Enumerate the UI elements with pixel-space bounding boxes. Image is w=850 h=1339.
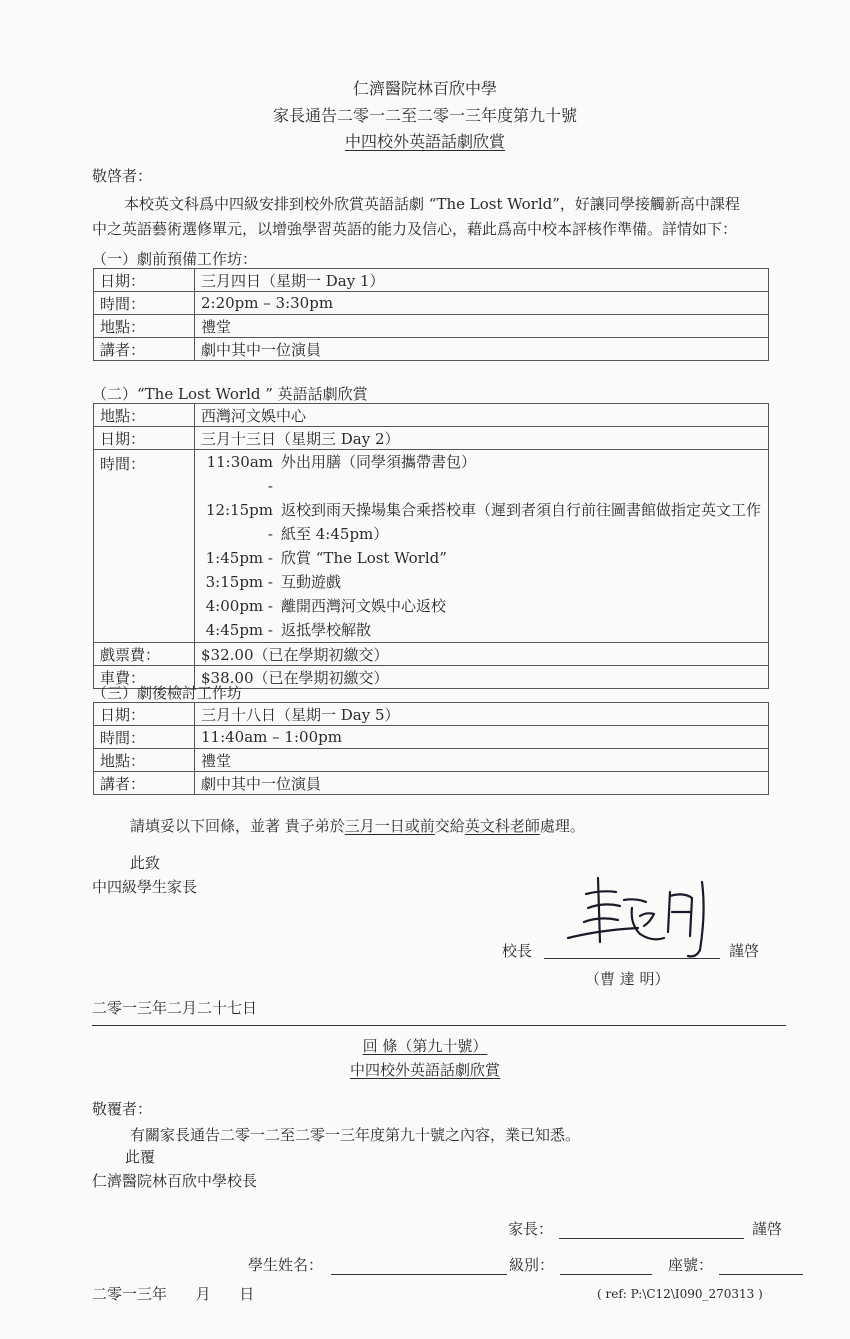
instruction-part5: 處理。 — [539, 817, 585, 835]
schedule-time: 12:15pm - — [205, 501, 273, 543]
table-label: 車費： — [94, 666, 195, 689]
reply-date-line: 二零一三年 月 日 — [92, 1285, 255, 1303]
intro-line-1: 本校英文科爲中四級安排到校外欣賞英語話劇 “The Lost World”，好讓同學接觸新高中課程 — [124, 195, 740, 213]
instruction-deadline: 三月一日或前 — [344, 817, 435, 835]
table-row — [94, 749, 769, 772]
notice-subject — [0, 129, 850, 152]
table-row — [94, 772, 769, 795]
table-label: 地點： — [94, 315, 195, 338]
table-label: 日期： — [94, 269, 195, 292]
schedule-item — [201, 594, 762, 618]
reply-title — [0, 1035, 850, 1056]
table-label: 地點： — [94, 749, 195, 772]
reference-code: ( ref: P:\C12\I090_270313 ) — [597, 1287, 763, 1301]
table-value: 三月十八日（星期一 Day 5） — [195, 703, 769, 726]
section1-table — [93, 268, 769, 361]
section3-title: （三）劇後檢討工作坊 — [92, 684, 243, 702]
reply-addressee: 仁濟醫院林百欣中學校長 — [92, 1172, 258, 1190]
table-label: 日期： — [94, 703, 195, 726]
schedule-item — [201, 546, 762, 570]
schedule-item — [201, 498, 762, 546]
table-label: 時間： — [94, 292, 195, 315]
schedule-desc: 返抵學校解散 — [281, 621, 372, 639]
principal-name: （曹 達 明） — [585, 970, 670, 988]
table-row — [94, 703, 769, 726]
intro-paragraph — [92, 192, 792, 242]
closing: 此致 — [130, 854, 161, 872]
schedule-desc: 返校到雨天操場集合乘搭校車（遲到者須自行前往圖書館做指定英文工作紙至 4:45pm） — [281, 501, 762, 543]
parent-label: 家長： — [508, 1220, 554, 1238]
reply-salutation: 敬覆者： — [92, 1100, 153, 1118]
table-label: 時間： — [94, 450, 195, 643]
reply-closing: 此覆 — [125, 1148, 156, 1166]
table-label: 日期： — [94, 427, 195, 450]
schedule-desc: 外出用膳（同學須攜帶書包） — [281, 453, 477, 471]
reply-subject — [0, 1059, 850, 1080]
class-label: 級別： — [509, 1256, 555, 1274]
parent-signature-field[interactable] — [559, 1220, 744, 1239]
instruction — [130, 815, 585, 836]
notice-date: 二零一三年二月二十七日 — [92, 999, 258, 1017]
schedule-time: 3:15pm - — [205, 573, 273, 591]
table-row — [94, 315, 769, 338]
table-value: 三月四日（星期一 Day 1） — [195, 269, 769, 292]
parent-respect: 謹啓 — [752, 1220, 783, 1238]
schedule-time: 4:45pm - — [205, 621, 273, 639]
schedule-time: 4:00pm - — [205, 597, 273, 615]
schedule-desc: 欣賞 “The Lost World” — [281, 549, 447, 567]
seat-label: 座號： — [668, 1256, 714, 1274]
notice-subject-text: 中四校外英語話劇欣賞 — [344, 132, 505, 151]
table-value: 三月十三日（星期三 Day 2） — [195, 427, 769, 450]
cut-line — [92, 1025, 786, 1026]
section2-table — [93, 403, 769, 689]
table-row — [94, 643, 769, 666]
reply-body: 有關家長通告二零一二至二零一三年度第九十號之內容，業已知悉。 — [130, 1126, 581, 1144]
table-value: $32.00（已在學期初繳交） — [195, 643, 769, 666]
schedule-cell — [195, 450, 769, 643]
class-field[interactable] — [560, 1256, 652, 1275]
section1-title: （一）劇前預備工作坊： — [92, 250, 258, 268]
instruction-teacher: 英文科老師 — [464, 817, 540, 835]
table-value: 西灣河文娛中心 — [195, 404, 769, 427]
table-value: $38.00（已在學期初繳交） — [195, 666, 769, 689]
table-row — [94, 404, 769, 427]
table-label: 時間： — [94, 726, 195, 749]
schedule-desc: 互動遊戲 — [281, 573, 342, 591]
table-value: 劇中其中一位演員 — [195, 338, 769, 361]
table-value: 禮堂 — [195, 749, 769, 772]
reply-subject-text: 中四校外英語話劇欣賞 — [349, 1061, 500, 1079]
instruction-part3: 交給 — [434, 817, 465, 835]
table-value: 禮堂 — [195, 315, 769, 338]
schedule-item — [201, 618, 762, 642]
salutation: 敬啓者： — [92, 167, 153, 185]
parent-signature-row — [508, 1218, 782, 1239]
section2-title: （二）“The Lost World ” 英語話劇欣賞 — [92, 385, 368, 403]
student-info-row — [248, 1254, 803, 1275]
table-label: 地點： — [94, 404, 195, 427]
addressee: 中四級學生家長 — [92, 878, 198, 896]
student-name-field[interactable] — [331, 1256, 507, 1275]
intro-line-2: 中之英語藝術選修單元，以增強學習英語的能力及信心，藉此爲高中校本評核作準備。詳情如下： — [92, 220, 738, 238]
table-label: 戲票費： — [94, 643, 195, 666]
schedule-item — [201, 570, 762, 594]
schedule-item — [201, 450, 762, 498]
table-label: 講者： — [94, 338, 195, 361]
school-name: 仁濟醫院林百欣中學 — [352, 79, 497, 98]
principal-label: 校長 — [502, 942, 533, 960]
table-row — [94, 269, 769, 292]
schedule-time: 11:30am - — [206, 453, 273, 495]
student-name-label: 學生姓名： — [248, 1256, 324, 1274]
principal-respect: 謹啓 — [729, 942, 760, 960]
notice-number: 家長通告二零一二至二零一三年度第九十號 — [272, 106, 577, 125]
schedule-desc: 離開西灣河文娛中心返校 — [281, 597, 447, 615]
seat-field[interactable] — [719, 1256, 803, 1275]
table-label: 講者： — [94, 772, 195, 795]
table-value: 11:40am – 1:00pm — [195, 726, 769, 749]
schedule-time: 1:45pm - — [205, 549, 273, 567]
table-value: 2:20pm – 3:30pm — [195, 292, 769, 315]
table-value: 劇中其中一位演員 — [195, 772, 769, 795]
instruction-part1: 請填妥以下回條，並著 貴子弟於 — [130, 817, 345, 835]
principal-signature — [560, 872, 720, 964]
table-row — [94, 450, 769, 643]
table-row — [94, 292, 769, 315]
section3-table — [93, 702, 769, 795]
table-row — [94, 338, 769, 361]
reply-title-text: 回 條（第九十號） — [362, 1037, 488, 1055]
table-row — [94, 427, 769, 450]
table-row — [94, 726, 769, 749]
